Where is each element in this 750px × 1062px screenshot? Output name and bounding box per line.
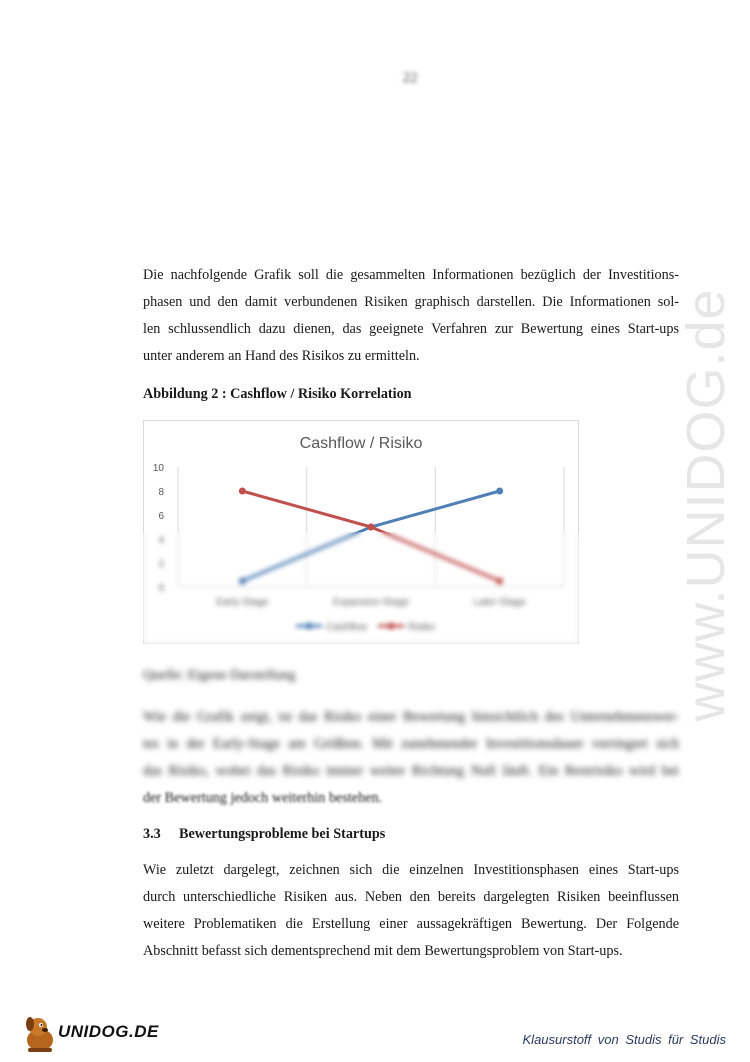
watermark: www.UNIDOG.de — [676, 288, 736, 722]
data-point-risiko — [368, 524, 375, 531]
series-line-risiko — [242, 491, 499, 581]
data-point-cashflow — [239, 578, 246, 585]
intro-line-2: phasen und den damit verbundenen Risiken graphisch darstellen. Die Informationen sol- — [143, 294, 679, 310]
logo-text: UNIDOG.DE — [58, 1022, 159, 1041]
intro-line-3: len schlussendlich dazu dienen, das geeignete Verfahren zur Bewertung eines Start-ups — [143, 321, 679, 337]
y-tick-label: 0 — [158, 583, 164, 594]
page-number: 22 — [402, 70, 418, 86]
figure-source: Quelle: Eigene Darstellung — [143, 668, 296, 683]
x-tick-label: Early-Stage — [216, 597, 269, 608]
analysis-line-4: der Bewertung jedoch weiterhin bestehen. — [143, 790, 383, 806]
y-tick-label: 2 — [158, 559, 164, 570]
cashflow-risk-chart — [143, 420, 579, 644]
chart-svg — [144, 421, 578, 643]
y-tick-label: 8 — [158, 487, 164, 498]
analysis-line-2: tes in der Early-Stage am Größten. Mit zunehmender Investitionsdauer verringert sich — [143, 736, 679, 752]
section-line-2: durch unterschiedliche Risiken aus. Neben den bereits dargelegten Risiken beeinflussen — [143, 889, 679, 905]
section-title: Bewertungsprobleme bei Startups — [179, 826, 386, 842]
intro-line-1: Die nachfolgende Grafik soll die gesammelten Informationen bezüglich der Investitions- — [143, 267, 679, 283]
data-point-cashflow — [496, 488, 503, 495]
intro-line-4: unter anderem an Hand des Risikos zu ermitteln. — [143, 348, 420, 364]
series-line-cashflow — [242, 491, 499, 581]
data-point-risiko — [496, 578, 503, 585]
section-line-4: Abschnitt befasst sich dementsprechend mit dem Bewertungsproblem von Start-ups. — [143, 943, 623, 959]
x-tick-label: Expansion-Stage — [332, 597, 410, 608]
footer-tagline: Klausurstoff von Studis für Studis — [522, 1032, 726, 1047]
analysis-paragraph — [143, 704, 679, 812]
analysis-line-3: das Risiko, wobei das Risiko immer weiter Richtung Null läuft. Ein Restrisiko wird bei — [143, 763, 679, 779]
section-heading — [143, 826, 385, 843]
footer-logo[interactable] — [22, 1014, 162, 1054]
y-tick-label: 4 — [158, 535, 164, 546]
intro-paragraph — [143, 262, 679, 370]
dog-mascot-icon — [22, 1014, 58, 1054]
x-tick-label: Later-Stage — [473, 597, 526, 608]
legend-label: Cashflow — [326, 622, 368, 633]
data-point-risiko — [239, 488, 246, 495]
section-number: 3.3 — [143, 826, 161, 842]
analysis-line-1: Wie die Grafik zeigt, ist das Risiko einer Bewertung hinsichtlich des Unternehmenswer- — [143, 709, 679, 725]
section-line-3: weitere Problematiken die Erstellung einer aussagekräftigen Bewertung. Der Folgende — [143, 916, 679, 932]
legend-label: Risiko — [408, 622, 436, 633]
y-tick-label: 6 — [158, 511, 164, 522]
section-paragraph — [143, 857, 679, 965]
legend-marker — [388, 623, 395, 630]
section-line-1: Wie zuletzt dargelegt, zeichnen sich die einzelnen Investitionsphasen eines Start-ups — [143, 862, 679, 878]
legend-marker — [306, 623, 313, 630]
y-tick-label: 10 — [152, 463, 164, 474]
figure-caption: Abbildung 2 : Cashflow / Risiko Korrelation — [143, 386, 412, 402]
chart-title: Cashflow / Risiko — [299, 435, 423, 452]
